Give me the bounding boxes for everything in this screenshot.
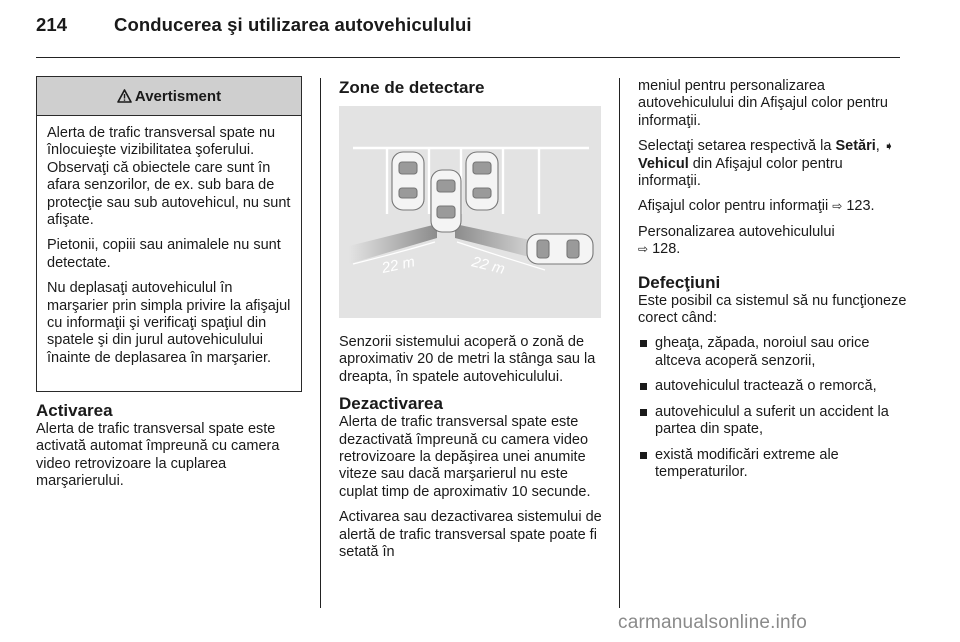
settings-text: Selectaţi setarea respectivă la [638, 138, 836, 155]
warning-header [37, 77, 301, 116]
activation-text: Alerta de trafic transversal spate este activată automat împreună cu camera video retrovizoare la cuplarea marşarierului. [36, 421, 280, 490]
list-item-text: există modificări extreme ale temperaturilor. [655, 446, 839, 480]
warning-paragraph: Pietonii, copiii sau animalele nu sunt detectate. [47, 237, 281, 271]
defects-list [638, 335, 908, 481]
right-column [638, 78, 908, 489]
settings-label: Setări [835, 138, 876, 155]
bullet-icon [640, 452, 647, 459]
list-item [638, 447, 908, 482]
menu-paragraph: meniul pentru personalizarea autovehiculului din Afişajul color pentru informaţii. [638, 78, 888, 129]
zones-heading-block [339, 78, 609, 98]
header-rule [36, 57, 900, 58]
reference-text: Afişajul color pentru informaţii [638, 198, 833, 215]
warning-paragraph: Alerta de trafic transversal spate nu înlocuieşte vizibilitatea şoferului. Observaţi că obiectele care sunt în afara senzorilor, de ex. sub bara de protecţie sau sub autovehicul, nu sunt afişate. [47, 125, 291, 229]
list-item-text: autovehiculul tractează o remorcă, [655, 378, 877, 395]
zones-heading: Zone de detectare [339, 78, 485, 97]
page-title: Conducerea şi utilizarea autovehiculului [114, 14, 472, 35]
bullet-icon [640, 340, 647, 347]
info-display-reference [638, 198, 908, 215]
reference-text: Personalizarea autovehiculului [638, 223, 835, 240]
warning-body [37, 116, 301, 367]
left-distance-label: 22 m [380, 253, 417, 277]
list-item-text: autovehiculul a suferit un accident la partea din spate, [655, 403, 889, 438]
bullet-icon [640, 409, 647, 416]
defects-heading: Defecţiuni [638, 272, 721, 292]
vehicle-label: Vehicul [638, 155, 689, 172]
page-reference-icon: ⇨ [638, 242, 649, 257]
list-item [638, 335, 908, 370]
activation-heading: Activarea [36, 401, 113, 420]
detection-zone-figure [339, 106, 601, 318]
right-distance-label: 22 m [470, 253, 507, 278]
activation-section [36, 401, 308, 499]
bullet-icon [640, 383, 647, 390]
warning-box [36, 76, 302, 392]
deactivation-heading: Dezactivarea [339, 394, 443, 414]
deactivation-text: Alerta de trafic transversal spate este dezactivată împreună cu camera video retrovizoare la depăşirea unei anumite viteze sau dacă marşarierul nu este cuplat timp de aproximativ 10 secunde. [339, 414, 591, 500]
page-reference-icon: ⇨ [832, 199, 843, 214]
settings-text-end: din Afişajul color pentru informaţii. [638, 155, 843, 190]
zones-text-block [339, 334, 609, 569]
zones-text: Senzorii sistemului acoperă o zonă de aproximativ 20 de metri la stânga sau la dreapta, în spatele autovehiculului. [339, 334, 596, 385]
list-item-text: gheaţa, zăpada, noroiul sau orice altceva acoperă senzorii, [655, 335, 870, 369]
arrow-icon: ➧ [883, 139, 894, 154]
list-item [638, 404, 908, 439]
warning-paragraph: Nu deplasaţi autovehiculul în marşarier prin simpla privire la afişajul cu informaţii şi verificaţi spaţiul din spatele şi din jurul autovehiculului înainte de deplasarea în marşarier. [47, 280, 291, 366]
warning-triangle-icon [117, 89, 132, 103]
warning-title: Avertisment [134, 87, 222, 105]
detection-zone-illustration [339, 106, 601, 318]
page-number: 214 [36, 14, 68, 35]
settings-paragraph [638, 138, 908, 190]
defects-intro: Este posibil ca sistemul să nu funcţioneze corect când: [638, 292, 907, 327]
column-divider-left [320, 78, 321, 608]
watermark: carmanualsonline.info [618, 612, 808, 633]
personalization-reference [638, 224, 908, 259]
deactivation-text-2: Activarea sau dezactivarea sistemului de alertă de trafic transversal spate poate fi setată în [339, 509, 602, 561]
reference-page[interactable]: 123. [846, 198, 875, 215]
reference-page[interactable]: 128. [652, 241, 681, 258]
comma: , [875, 138, 880, 155]
column-divider-right [619, 78, 620, 608]
page-header [36, 14, 472, 36]
list-item [638, 378, 908, 395]
